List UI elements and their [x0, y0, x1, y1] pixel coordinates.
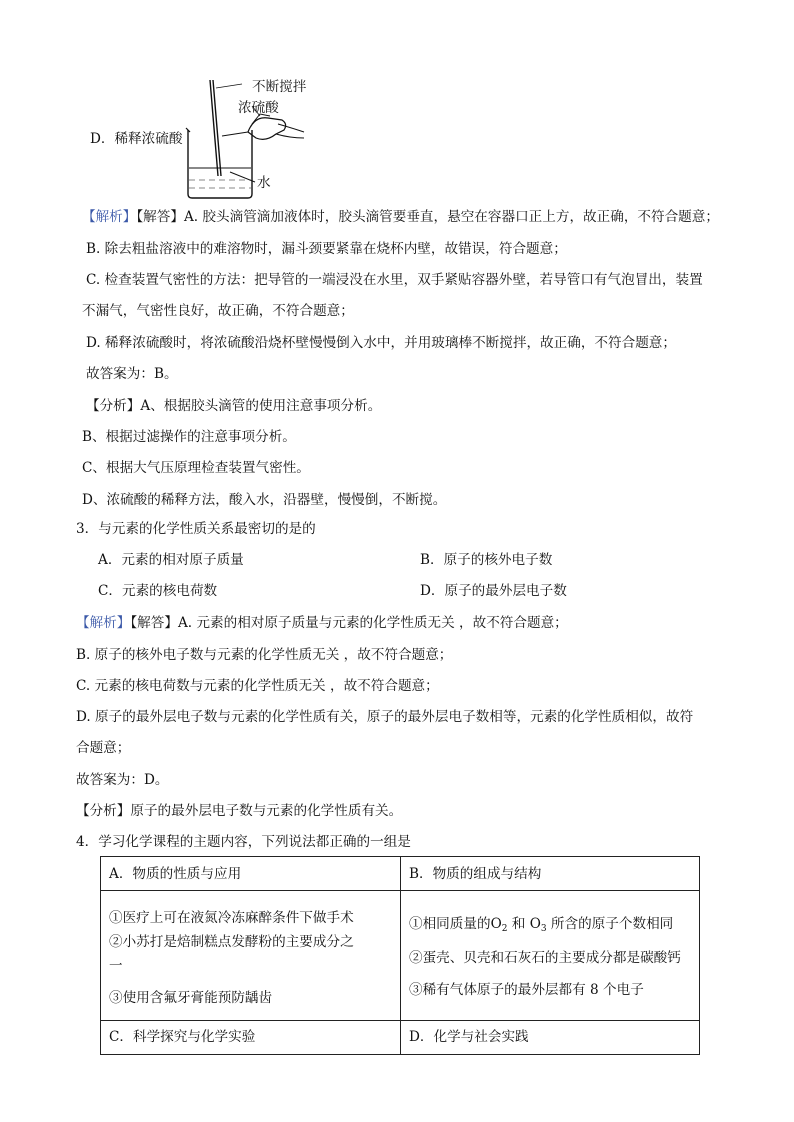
table-cell-b-title: B．物质的组成与结构	[401, 857, 700, 891]
q3-answer: 故答案为：D。	[76, 772, 169, 788]
q2-answer: 故答案为：B。	[86, 366, 178, 382]
q2-analysis-line-3: C. 检查装置气密性的方法：把导管的一端浸没在水里，双手紧贴容器外壁，若导管口有气泡冒出，装置	[86, 272, 703, 288]
q3-analysis-line-5: 合题意；	[76, 740, 131, 756]
figure-label-water: 水	[257, 175, 271, 191]
figure-label-stir: 不断搅拌	[252, 79, 307, 95]
q2-analysis-line-8: B、根据过滤操作的注意事项分析。	[82, 429, 296, 445]
q3-option-a: A．元素的相对原子质量	[98, 552, 244, 568]
analysis-tag: 【解析】	[76, 615, 131, 631]
q2-analysis-line-7: 【分析】A、根据胶头滴管的使用注意事项分析。	[86, 398, 382, 414]
q4-options-table	[100, 856, 700, 1055]
q3-option-b: B．原子的核外电子数	[420, 552, 553, 568]
q3-analysis-line-1: 【解析】【解答】A. 元素的相对原子质量与元素的化学性质无关 ，故不符合题意；	[76, 615, 568, 631]
q3-option-d: D．原子的最外层电子数	[420, 583, 567, 599]
figure-label-acid: 浓硫酸	[238, 100, 279, 116]
q2-analysis-line-5: D. 稀释浓硫酸时，将浓硫酸沿烧杯壁慢慢倒入水中，并用玻璃棒不断搅拌，故正确，不符合题意；	[86, 335, 676, 351]
q3-analysis-line-3: C. 元素的核电荷数与元素的化学性质无关 ，故不符合题意；	[76, 678, 439, 694]
table-cell-c-title: C．科学探究与化学实验	[101, 1021, 401, 1055]
option-d-text: D．稀释浓硫酸	[90, 131, 183, 147]
q2-analysis-line-9: C、根据大气压原理检查装置气密性。	[82, 460, 310, 476]
q2-analysis-line-4: 不漏气，气密性良好，故正确，不符合题意；	[82, 303, 354, 319]
q4-stem: 4．学习化学课程的主题内容，下列说法都正确的一组是	[76, 834, 411, 850]
table-cell-d-title: D．化学与社会实践	[401, 1021, 700, 1055]
table-cell-a-title: A．物质的性质与应用	[101, 857, 401, 891]
table-cell-a-content: ①医疗上可在液氮冷冻麻醉条件下做手术 ②小苏打是焙制糕点发酵粉的主要成分之 一 ③使用含氟牙膏能预防龋齿	[101, 891, 401, 1021]
hand-with-bottle	[248, 118, 286, 140]
q2-analysis-line-1: 【解析】【解答】A. 胶头滴管滴加液体时，胶头滴管要垂直，悬空在容器口正上方，故正确，不符合题意；	[82, 209, 719, 225]
q3-option-c: C．元素的核电荷数	[98, 583, 218, 599]
table-cell-b-content: ①相同质量的$O_2$ 和 $O_3$ 所含的原子个数相同 ②蛋壳、贝壳和石灰石的主要成分都是碳酸钙 ③稀有气体原子的最外层都有 8 个电子	[401, 891, 700, 1021]
q3-stem: 3．与元素的化学性质关系最密切的是的	[76, 521, 316, 537]
analysis-tag: 【解析】	[82, 209, 137, 225]
b-item-1: ①相同质量的$O_2$ 和 $O_3$ 所含的原子个数相同	[409, 916, 674, 934]
q3-analysis-line-7: 【分析】原子的最外层电子数与元素的化学性质有关。	[76, 803, 403, 819]
q2-analysis-line-2: B. 除去粗盐溶液中的难溶物时，漏斗颈要紧靠在烧杯内壁，故错误，符合题意；	[86, 241, 567, 257]
q3-analysis-line-4: D. 原子的最外层电子数与元素的化学性质有关，原子的最外层电子数相等，元素的化学性质相似，故符	[76, 709, 694, 725]
q2-analysis-line-10: D、浓硫酸的稀释方法，酸入水，沿器壁，慢慢倒，不断搅。	[82, 492, 447, 508]
q3-analysis-line-2: B. 原子的核外电子数与元素的化学性质无关 ，故不符合题意；	[76, 647, 453, 663]
